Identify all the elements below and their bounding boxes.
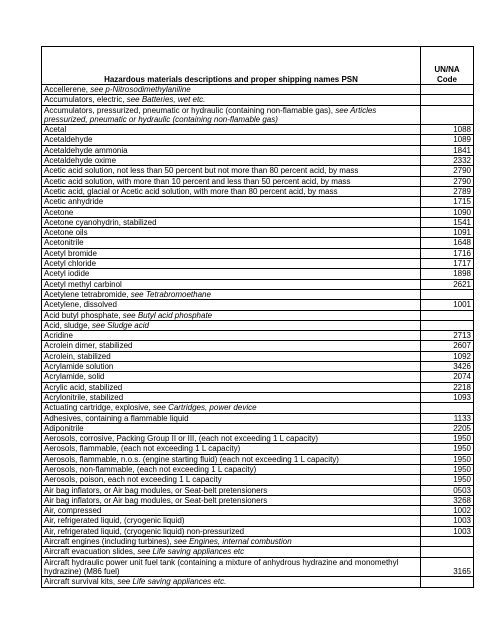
psn-name: Acetic acid solution, not less than 50 percent but not more than 80 percent acid, by mass [44, 166, 359, 176]
psn-name: Acetonitrile [44, 238, 84, 248]
psn-name: Acrylonitrile, stabilized [44, 392, 124, 402]
psn-see-reference: see Engines, internal combustion [173, 537, 292, 547]
table-row [42, 269, 474, 279]
psn-name: Acridine [44, 331, 73, 341]
psn-cell [42, 207, 421, 217]
table-row [42, 228, 474, 238]
psn-cell [42, 331, 421, 341]
un-na-code-cell: 2332 [421, 156, 474, 166]
psn-cell [42, 506, 421, 516]
un-na-code-cell: 1841 [421, 145, 474, 155]
psn-cell [42, 403, 421, 413]
table-row [42, 351, 474, 361]
table-row [42, 537, 474, 547]
psn-name: Acetal [44, 125, 67, 135]
un-na-code-cell: 1133 [421, 413, 474, 423]
psn-cell [42, 547, 421, 557]
table-row [42, 145, 474, 155]
table-row [42, 403, 474, 413]
un-na-code-cell: 1092 [421, 351, 474, 361]
psn-name: Acetyl chloride [44, 259, 97, 269]
psn-name: Acrylamide solution [44, 362, 114, 372]
un-na-code-cell: 1950 [421, 444, 474, 454]
psn-name: Acrylic acid, stabilized [44, 382, 123, 392]
table-row [42, 547, 474, 557]
psn-name: Acetone oils [44, 228, 88, 238]
un-na-code-cell: 1003 [421, 516, 474, 526]
table-row [42, 217, 474, 227]
psn-name: Aerosols, non-flammable, (each not exceeding 1 L capacity) [44, 464, 257, 474]
psn-cell [42, 362, 421, 372]
psn-name: Air, refrigerated liquid, (cryogenic liquid) [44, 516, 185, 526]
psn-name: Acetic anhydride [44, 197, 104, 207]
psn-cell [42, 300, 421, 310]
psn-cell [42, 434, 421, 444]
psn-name: Accumulators, electric, [44, 95, 127, 105]
table-row [42, 392, 474, 402]
table-row [42, 341, 474, 351]
table-row [42, 300, 474, 310]
un-na-code-cell: 1093 [421, 392, 474, 402]
psn-name: Acetaldehyde [44, 135, 93, 145]
un-na-code-cell: 1541 [421, 217, 474, 227]
psn-name: Aerosols, corrosive, Packing Group II or III, (each not exceeding 1 L capacity) [44, 434, 319, 444]
psn-cell [42, 454, 421, 464]
un-na-code-cell: 3268 [421, 495, 474, 505]
un-na-code-cell: 2713 [421, 331, 474, 341]
table-row [42, 186, 474, 196]
table-header-row [42, 47, 474, 85]
table-row [42, 166, 474, 176]
un-na-code-cell [421, 403, 474, 413]
table-body [42, 85, 474, 588]
un-na-code-cell: 2607 [421, 341, 474, 351]
psn-see-reference: see Butyl acid phosphate [122, 310, 213, 320]
table-row [42, 310, 474, 320]
un-na-code-cell [421, 547, 474, 557]
un-na-code-cell: 1089 [421, 135, 474, 145]
table-row [42, 464, 474, 474]
psn-name: Acetyl iodide [44, 269, 90, 279]
psn-cell [42, 351, 421, 361]
table-row [42, 382, 474, 392]
psn-cell [42, 289, 421, 299]
psn-cell [42, 557, 421, 577]
psn-name: Acrylamide, solid [44, 372, 105, 382]
psn-cell [42, 577, 421, 587]
psn-cell [42, 537, 421, 547]
un-na-code-cell: 1716 [421, 248, 474, 258]
psn-cell [42, 176, 421, 186]
psn-cell [42, 85, 421, 95]
table-row [42, 85, 474, 95]
psn-see-reference: see Tetrabromoethane [130, 289, 211, 299]
psn-name: Accumulators, pressurized, pneumatic or hydraulic (containing non-flamable gas), [44, 105, 336, 115]
psn-cell [42, 135, 421, 145]
psn-name: Acrolein dimer, stabilized [44, 341, 133, 351]
psn-cell [42, 526, 421, 536]
un-na-code-cell: 2790 [421, 176, 474, 186]
psn-cell [42, 95, 421, 105]
table-row [42, 423, 474, 433]
psn-cell [42, 372, 421, 382]
un-na-code-cell [421, 95, 474, 105]
un-na-code-cell: 0503 [421, 485, 474, 495]
table-row [42, 475, 474, 485]
un-na-code-cell [421, 577, 474, 587]
psn-cell [42, 382, 421, 392]
un-na-code-cell [421, 289, 474, 299]
psn-name: Air, compressed [44, 506, 102, 516]
table-row [42, 485, 474, 495]
psn-name: Aircraft hydraulic power unit fuel tank (containing a mixture of anhydrous hydrazine and monomethyl hydrazine) (M86 fuel) [44, 557, 399, 576]
table-row [42, 135, 474, 145]
psn-cell [42, 475, 421, 485]
psn-cell [42, 310, 421, 320]
table-row [42, 95, 474, 105]
psn-cell [42, 341, 421, 351]
table-row [42, 248, 474, 258]
un-na-code-cell: 1002 [421, 506, 474, 516]
code-header-line2: Code [437, 74, 457, 84]
psn-cell [42, 485, 421, 495]
psn-name: Adiponitrile [44, 423, 84, 433]
psn-cell [42, 269, 421, 279]
psn-name: Acetaldehyde oxime [44, 156, 117, 166]
psn-cell [42, 125, 421, 135]
un-na-code-cell: 1717 [421, 259, 474, 269]
psn-see-reference: see Life saving appliances etc. [117, 577, 227, 587]
psn-cell [42, 320, 421, 330]
table-row [42, 526, 474, 536]
table-row [42, 207, 474, 217]
un-na-code-cell: 2074 [421, 372, 474, 382]
un-na-code-cell: 3165 [421, 557, 474, 577]
psn-cell [42, 259, 421, 269]
psn-name: Acrolein, stabilized [44, 351, 111, 361]
un-na-code-cell: 2790 [421, 166, 474, 176]
table-row [42, 331, 474, 341]
un-na-code-cell: 1003 [421, 526, 474, 536]
psn-cell [42, 156, 421, 166]
un-na-code-cell: 1950 [421, 475, 474, 485]
hazmat-table [41, 46, 474, 588]
table-row [42, 506, 474, 516]
table-row [42, 197, 474, 207]
psn-name: Air, refrigerated liquid, (cryogenic liquid) non-pressurized [44, 526, 245, 536]
table-row [42, 577, 474, 587]
psn-name: Aerosols, flammable, n.o.s. (engine starting fluid) (each not exceeding 1 L capacity) [44, 454, 339, 464]
table-row [42, 444, 474, 454]
psn-see-reference: see Articles pressurized, pneumatic or hydraulic (containing non-flamable gas) [44, 105, 377, 124]
psn-cell [42, 464, 421, 474]
un-na-code-cell: 1898 [421, 269, 474, 279]
psn-name: Actuating cartridge, explosive, [44, 403, 153, 413]
un-na-code-cell: 1950 [421, 454, 474, 464]
psn-name: Air bag inflators, or Air bag modules, or Seat-belt pretensioners [44, 485, 268, 495]
table-row [42, 176, 474, 186]
table-row [42, 516, 474, 526]
psn-name: Accellerene, [44, 85, 91, 94]
table-row [42, 279, 474, 289]
table-row [42, 125, 474, 135]
table-row [42, 156, 474, 166]
psn-cell [42, 228, 421, 238]
psn-cell [42, 186, 421, 196]
psn-see-reference: see Sludge acid [92, 320, 149, 330]
un-na-code-column-header [421, 47, 474, 85]
psn-name: Aircraft survival kits, [44, 577, 118, 587]
psn-cell [42, 279, 421, 289]
psn-cell [42, 516, 421, 526]
un-na-code-cell: 1001 [421, 300, 474, 310]
table-row [42, 434, 474, 444]
un-na-code-cell [421, 85, 474, 95]
un-na-code-cell: 2789 [421, 186, 474, 196]
table-row [42, 557, 474, 577]
un-na-code-cell [421, 537, 474, 547]
un-na-code-cell: 1950 [421, 434, 474, 444]
un-na-code-cell: 3426 [421, 362, 474, 372]
psn-name: Acetylene tetrabromide, [44, 289, 131, 299]
psn-cell [42, 444, 421, 454]
un-na-code-cell [421, 310, 474, 320]
psn-name: Acetic acid solution, with more than 10 percent and less than 50 percent acid, by mass [44, 176, 351, 186]
psn-cell [42, 197, 421, 207]
psn-cell [42, 392, 421, 402]
psn-see-reference: see Cartridges, power device [152, 403, 257, 413]
table-row [42, 320, 474, 330]
table-row [42, 238, 474, 248]
un-na-code-cell: 1715 [421, 197, 474, 207]
psn-name: Air bag inflators, or Air bag modules, or Seat-belt pretensioners [44, 495, 268, 505]
un-na-code-cell: 1090 [421, 207, 474, 217]
psn-name: Adhesives, containing a flammable liquid [44, 413, 189, 423]
psn-name: Acetyl methyl carbinol [44, 279, 122, 289]
psn-cell [42, 145, 421, 155]
table-row [42, 362, 474, 372]
psn-name: Aerosols, poison, each not exceeding 1 L capacity [44, 475, 222, 485]
psn-name: Acid butyl phosphate, [44, 310, 123, 320]
psn-name: Aircraft engines (including turbines), [44, 537, 174, 547]
psn-cell [42, 238, 421, 248]
un-na-code-cell: 1091 [421, 228, 474, 238]
psn-name: Acetic acid, glacial or Acetic acid solution, with more than 80 percent acid, by mass [44, 186, 338, 196]
psn-cell [42, 495, 421, 505]
psn-name: Aircraft evacuation slides, [44, 547, 138, 557]
psn-cell [42, 423, 421, 433]
psn-cell [42, 105, 421, 125]
table-row [42, 289, 474, 299]
un-na-code-cell: 1088 [421, 125, 474, 135]
table-row [42, 495, 474, 505]
psn-cell [42, 166, 421, 176]
un-na-code-cell [421, 105, 474, 125]
table-row [42, 105, 474, 125]
table-row [42, 454, 474, 464]
psn-see-reference: see p-Nitrosodimethylaniline [90, 85, 191, 94]
un-na-code-cell: 2621 [421, 279, 474, 289]
un-na-code-cell: 2205 [421, 423, 474, 433]
un-na-code-cell [421, 320, 474, 330]
psn-cell [42, 413, 421, 423]
psn-cell [42, 248, 421, 258]
psn-name: Acid, sludge, [44, 320, 93, 330]
psn-see-reference: see Batteries, wet etc. [126, 95, 206, 105]
table-row [42, 372, 474, 382]
table-row [42, 259, 474, 269]
un-na-code-cell: 2218 [421, 382, 474, 392]
psn-name: Acetone cyanohydrin, stabilized [44, 217, 157, 227]
psn-column-header: Hazardous materials descriptions and proper shipping names PSN [42, 47, 421, 85]
psn-see-reference: see Life saving appliances etc [137, 547, 245, 557]
psn-name: Aerosols, flammable, (each not exceeding 1 L capacity) [44, 444, 241, 454]
psn-cell [42, 217, 421, 227]
table-row [42, 413, 474, 423]
psn-name: Acetylene, dissolved [44, 300, 117, 310]
psn-name: Acetaldehyde ammonia [44, 145, 128, 155]
code-header-line1: UN/NA [434, 65, 460, 75]
un-na-code-cell: 1950 [421, 464, 474, 474]
un-na-code-cell: 1648 [421, 238, 474, 248]
psn-name: Acetone [44, 207, 74, 217]
psn-name: Acetyl bromide [44, 248, 97, 258]
